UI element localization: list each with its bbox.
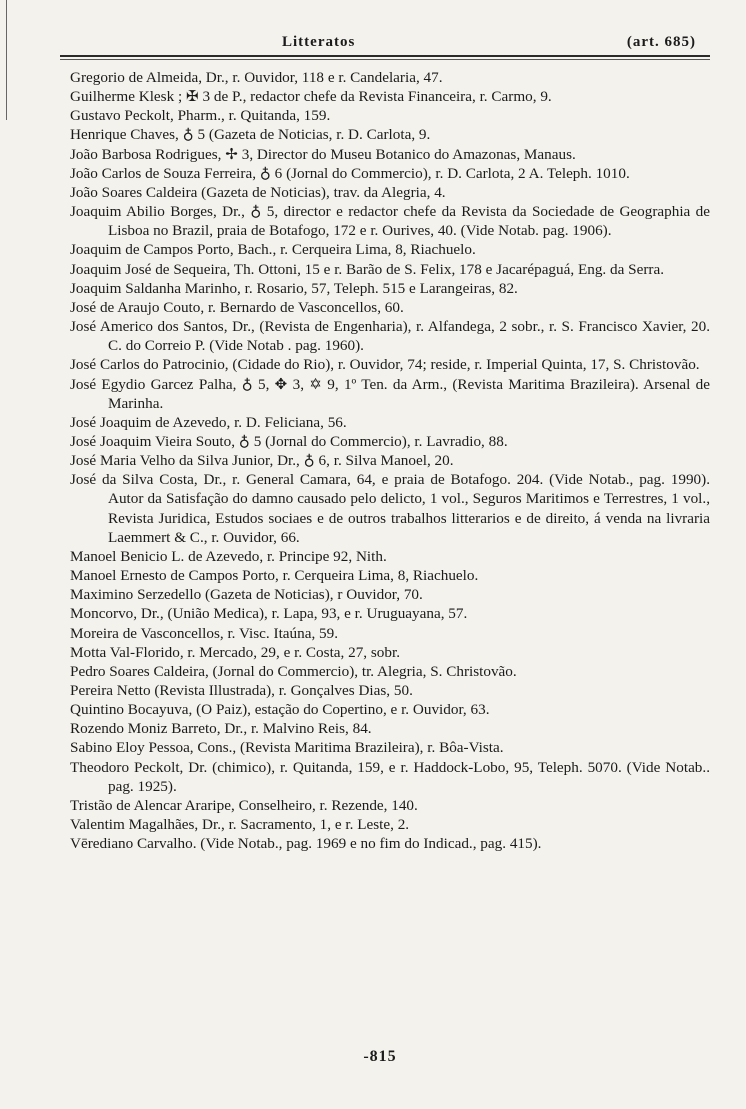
list-item: Pedro Soares Caldeira, (Jornal do Commercio), tr. Alegria, S. Christovão. — [70, 662, 517, 680]
list-item: José Joaquim Vieira Souto, ♁ 5 (Jornal do Commercio), r. Lavradio, 88. — [70, 432, 508, 450]
list-item: Manoel Ernesto de Campos Porto, r. Cerqueira Lima, 8, Riachuelo. — [70, 567, 479, 585]
header-rule — [60, 55, 710, 57]
list-item: José Joaquim de Azevedo, r. D. Feliciana, 56. — [70, 413, 347, 431]
list-item: Moreira de Vasconcellos, r. Visc. Itaúna, 59. — [70, 624, 339, 642]
list-item: José Maria Velho da Silva Junior, Dr., ♁ 6, r. Silva Manoel, 20. — [70, 452, 454, 470]
entry-list — [70, 68, 710, 853]
header-rule-thin — [60, 59, 710, 60]
list-item: José de Araujo Couto, r. Bernardo de Vasconcellos, 60. — [70, 298, 404, 316]
section-title: Litteratos — [282, 34, 356, 50]
list-item: Henrique Chaves, ♁ 5 (Gazeta de Noticias, r. D. Carlota, 9. — [70, 126, 431, 144]
list-item: Vērediano Carvalho. (Vide Notab., pag. 1969 e no fim do Indicad., pag. 415). — [70, 835, 542, 853]
list-item: Joaquim Saldanha Marinho, r. Rosario, 57, Teleph. 515 e Larangeiras, 82. — [70, 279, 518, 297]
list-item: Quintino Bocayuva, (O Paiz), estação do Copertino, e r. Ouvidor, 63. — [70, 701, 490, 719]
page-header — [72, 30, 708, 56]
article-number: (art. 685) — [626, 34, 696, 50]
list-item: João Soares Caldeira (Gazeta de Noticias), trav. da Alegria, 4. — [70, 183, 446, 201]
list-item: Maximino Serzedello (Gazeta de Noticias), r Ouvidor, 70. — [70, 586, 423, 604]
list-item: Pereira Netto (Revista Illustrada), r. Gonçalves Dias, 50. — [70, 682, 413, 699]
list-item: Motta Val-Florido, r. Mercado, 29, e r. Costa, 27, sobr. — [70, 643, 401, 661]
list-item: João Barbosa Rodrigues, ✢ 3, Director do Museu Botanico do Amazonas, Manaus. — [70, 145, 576, 163]
list-item: Tristão de Alencar Araripe, Conselheiro, r. Rezende, 140. — [70, 796, 418, 814]
list-item: Joaquim Abilio Borges, Dr., ♁ 5, director e redactor chefe da Revista da Sociedade de Geographia de Lisboa no Brazil, praia de Botafogo, 172 e r. Ourives, 40. (Vide Notab. pag. 1906). — [70, 203, 710, 240]
list-item: Valentim Magalhães, Dr., r. Sacramento, 1, e r. Leste, 2. — [70, 816, 410, 834]
list-item: Joaquim José de Sequeira, Th. Ottoni, 15 e r. Barão de S. Felix, 178 e Jacarépaguá, Eng. da Serra. — [70, 260, 664, 278]
list-item: Moncorvo, Dr., (União Medica), r. Lapa, 93, e r. Uruguayana, 57. — [70, 605, 468, 623]
list-item: Manoel Benicio L. de Azevedo, r. Principe 92, Nith. — [70, 547, 387, 565]
page-number: -815 — [363, 1048, 397, 1065]
margin-line — [6, 0, 7, 120]
list-item: José Americo dos Santos, Dr., (Revista de Engenharia), r. Alfandega, 2 sobr., r. S. Francisco Xavier, 20. C. do Correio P. (Vide Notab . pag. 1960). — [70, 318, 710, 355]
list-item: Rozendo Moniz Barreto, Dr., r. Malvino Reis, 84. — [70, 720, 372, 738]
list-item: José Egydio Garcez Palha, ♁ 5, ✥ 3, ✡ 9, 1º Ten. da Arm., (Revista Maritima Brazileira). Arsenal de Marinha. — [70, 375, 710, 412]
list-item: José Carlos do Patrocinio, (Cidade do Rio), r. Ouvidor, 74; reside, r. Imperial Quinta, 17, S. Christovão. — [70, 356, 700, 374]
list-item: Gregorio de Almeida, Dr., r. Ouvidor, 118 e r. Candelaria, 47. — [70, 69, 443, 86]
list-item: Gustavo Peckolt, Pharm., r. Quitanda, 159. — [70, 107, 331, 125]
list-item: Sabino Eloy Pessoa, Cons., (Revista Maritima Brazileira), r. Bôa-Vista. — [70, 739, 504, 757]
list-item: João Carlos de Souza Ferreira, ♁ 6 (Jornal do Commercio), r. D. Carlota, 2 A. Teleph. 1010. — [70, 164, 630, 182]
list-item: Guilherme Klesk ; ✠ 3 de P., redactor chefe da Revista Financeira, r. Carmo, 9. — [70, 88, 552, 106]
list-item: Theodoro Peckolt, Dr. (chimico), r. Quitanda, 159, e r. Haddock-Lobo, 95, Teleph. 5070. (Vide Notab.. pag. 1925). — [70, 758, 710, 795]
list-item: Joaquim de Campos Porto, Bach., r. Cerqueira Lima, 8, Riachuelo. — [70, 241, 476, 259]
list-item: José da Silva Costa, Dr., r. General Camara, 64, e praia de Botafogo. 204. (Vide Notab., pag. 1990). Autor da Satisfação do damno causado pelo delicto, 1 vol., Seguros Maritimos e Terrestres, 1 vol., Revista Juridica, Estudos sociaes e de outros trabalhos litterarios e de direito, á venda na livraria Laemmert & C., r. Ouvidor, 66. — [70, 471, 710, 546]
